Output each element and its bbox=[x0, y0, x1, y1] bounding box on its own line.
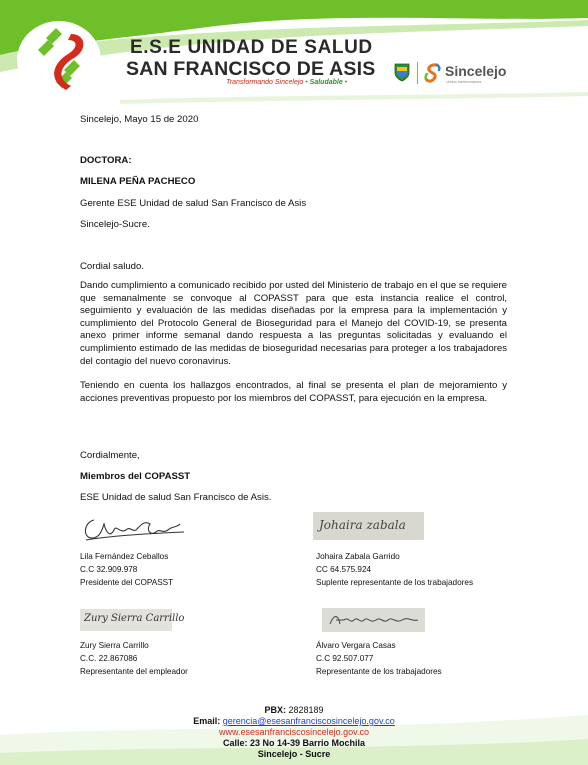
signature-alvaro-stroke bbox=[322, 608, 425, 632]
tagline-separator: • bbox=[303, 79, 310, 86]
ese-logo bbox=[16, 20, 102, 100]
signer-4-id: C.C 92.507.077 bbox=[316, 654, 374, 663]
sincelejo-logo-icon bbox=[423, 62, 443, 84]
signature-lila bbox=[80, 512, 190, 544]
recipient-name: MILENA PEÑA PACHECO bbox=[80, 176, 196, 187]
recipient-role: Gerente ESE Unidad de salud San Francisco de Asis bbox=[80, 198, 307, 209]
recipient-city: Sincelejo-Sucre. bbox=[80, 219, 150, 230]
signer-4-role: Representante de los trabajadores bbox=[316, 667, 442, 676]
letter-date: Sincelejo, Mayo 15 de 2020 bbox=[80, 114, 199, 125]
signer-4-name: Álvaro Vergara Casas bbox=[316, 641, 396, 650]
email-link[interactable]: gerencia@esesanfranciscosincelejo.gov.co bbox=[222, 716, 395, 726]
pbx-value: 2828189 bbox=[285, 705, 324, 715]
tagline-dot: • bbox=[342, 79, 348, 86]
signer-3-id: C.C. 22.867086 bbox=[80, 654, 138, 663]
website-link[interactable]: www.esesanfranciscosincelejo.gov.co bbox=[219, 727, 369, 737]
signer-3-name: Zury Sierra Carrillo bbox=[80, 641, 149, 650]
body-paragraph-1: Dando cumplimiento a comunicado recibido por usted del Ministerio de trabajo en el que se requiere que semanalmente se convoque al COPASST para que esta instancia realice el control, seguimiento y evaluación de las medidas diseñadas por la empresa para la implementación y cumplimiento del Protocolo General de Bioseguridad para el Manejo del COVID-19, se presenta anexo primer informe semanal dando respuesta a las preguntas solicitadas y evaluando el cumplimiento estimado de las medidas de bioseguridad necesarias para proteger a los trabajadores del contagio del nuevo coronavirus. bbox=[80, 280, 507, 367]
signer-1-role: Presidente del COPASST bbox=[80, 578, 174, 587]
tagline-part-2: Saludable bbox=[309, 79, 343, 86]
signer-2-role: Suplente representante de los trabajadores bbox=[316, 578, 474, 587]
salutation-title: DOCTORA: bbox=[80, 155, 132, 166]
org-name-line2: SAN FRANCISCO DE ASIS bbox=[126, 58, 376, 80]
signer-2-id: CC 64.575.924 bbox=[316, 565, 372, 574]
org-name-line1: E.S.E UNIDAD DE SALUD bbox=[130, 37, 373, 58]
footer-pbx bbox=[0, 705, 588, 715]
signer-1-name: Lila Fernández Ceballos bbox=[80, 552, 169, 561]
footer-city: Sincelejo - Sucre bbox=[257, 749, 331, 759]
sincelejo-logo-text: Sincelejo bbox=[445, 63, 507, 79]
greeting: Cordial saludo. bbox=[80, 261, 144, 272]
signature-zury bbox=[80, 609, 185, 631]
sincelejo-logo-subtext: Unidos transformamos bbox=[446, 80, 482, 84]
footer-address: Calle: 23 No 14-39 Barrio Mochila bbox=[222, 738, 366, 748]
closing: Cordialmente, bbox=[80, 450, 140, 461]
signers-heading: Miembros del COPASST bbox=[80, 471, 191, 482]
city-shield-icon bbox=[393, 62, 411, 82]
signers-organization: ESE Unidad de salud San Francisco de Asis. bbox=[80, 492, 272, 503]
org-tagline bbox=[226, 79, 347, 86]
body-paragraph-2: Teniendo en cuenta los hallazgos encontrados, al final se presenta el plan de mejoramiento y acciones preventivas propuesto por los miembros del COPASST, para ejecución en la empresa. bbox=[80, 380, 507, 404]
signer-3-role: Representante del empleador bbox=[80, 667, 188, 676]
tagline-part-1: Transformando Sincelejo bbox=[226, 79, 304, 86]
pbx-label: PBX: bbox=[264, 705, 286, 715]
footer-website bbox=[0, 727, 588, 737]
footer-email bbox=[0, 716, 588, 726]
signer-2-name: Johaira Zabala Garrido bbox=[316, 552, 400, 561]
signature-alvaro bbox=[322, 608, 425, 632]
signature-johaira-script: Johaira zabala bbox=[319, 518, 406, 532]
email-label: Email: bbox=[193, 716, 221, 726]
signature-zury-script: Zury Sierra Carrillo bbox=[84, 613, 185, 624]
signature-johaira bbox=[313, 512, 424, 540]
signer-1-id: C.C 32.909.978 bbox=[80, 565, 138, 574]
header-divider bbox=[417, 62, 418, 84]
